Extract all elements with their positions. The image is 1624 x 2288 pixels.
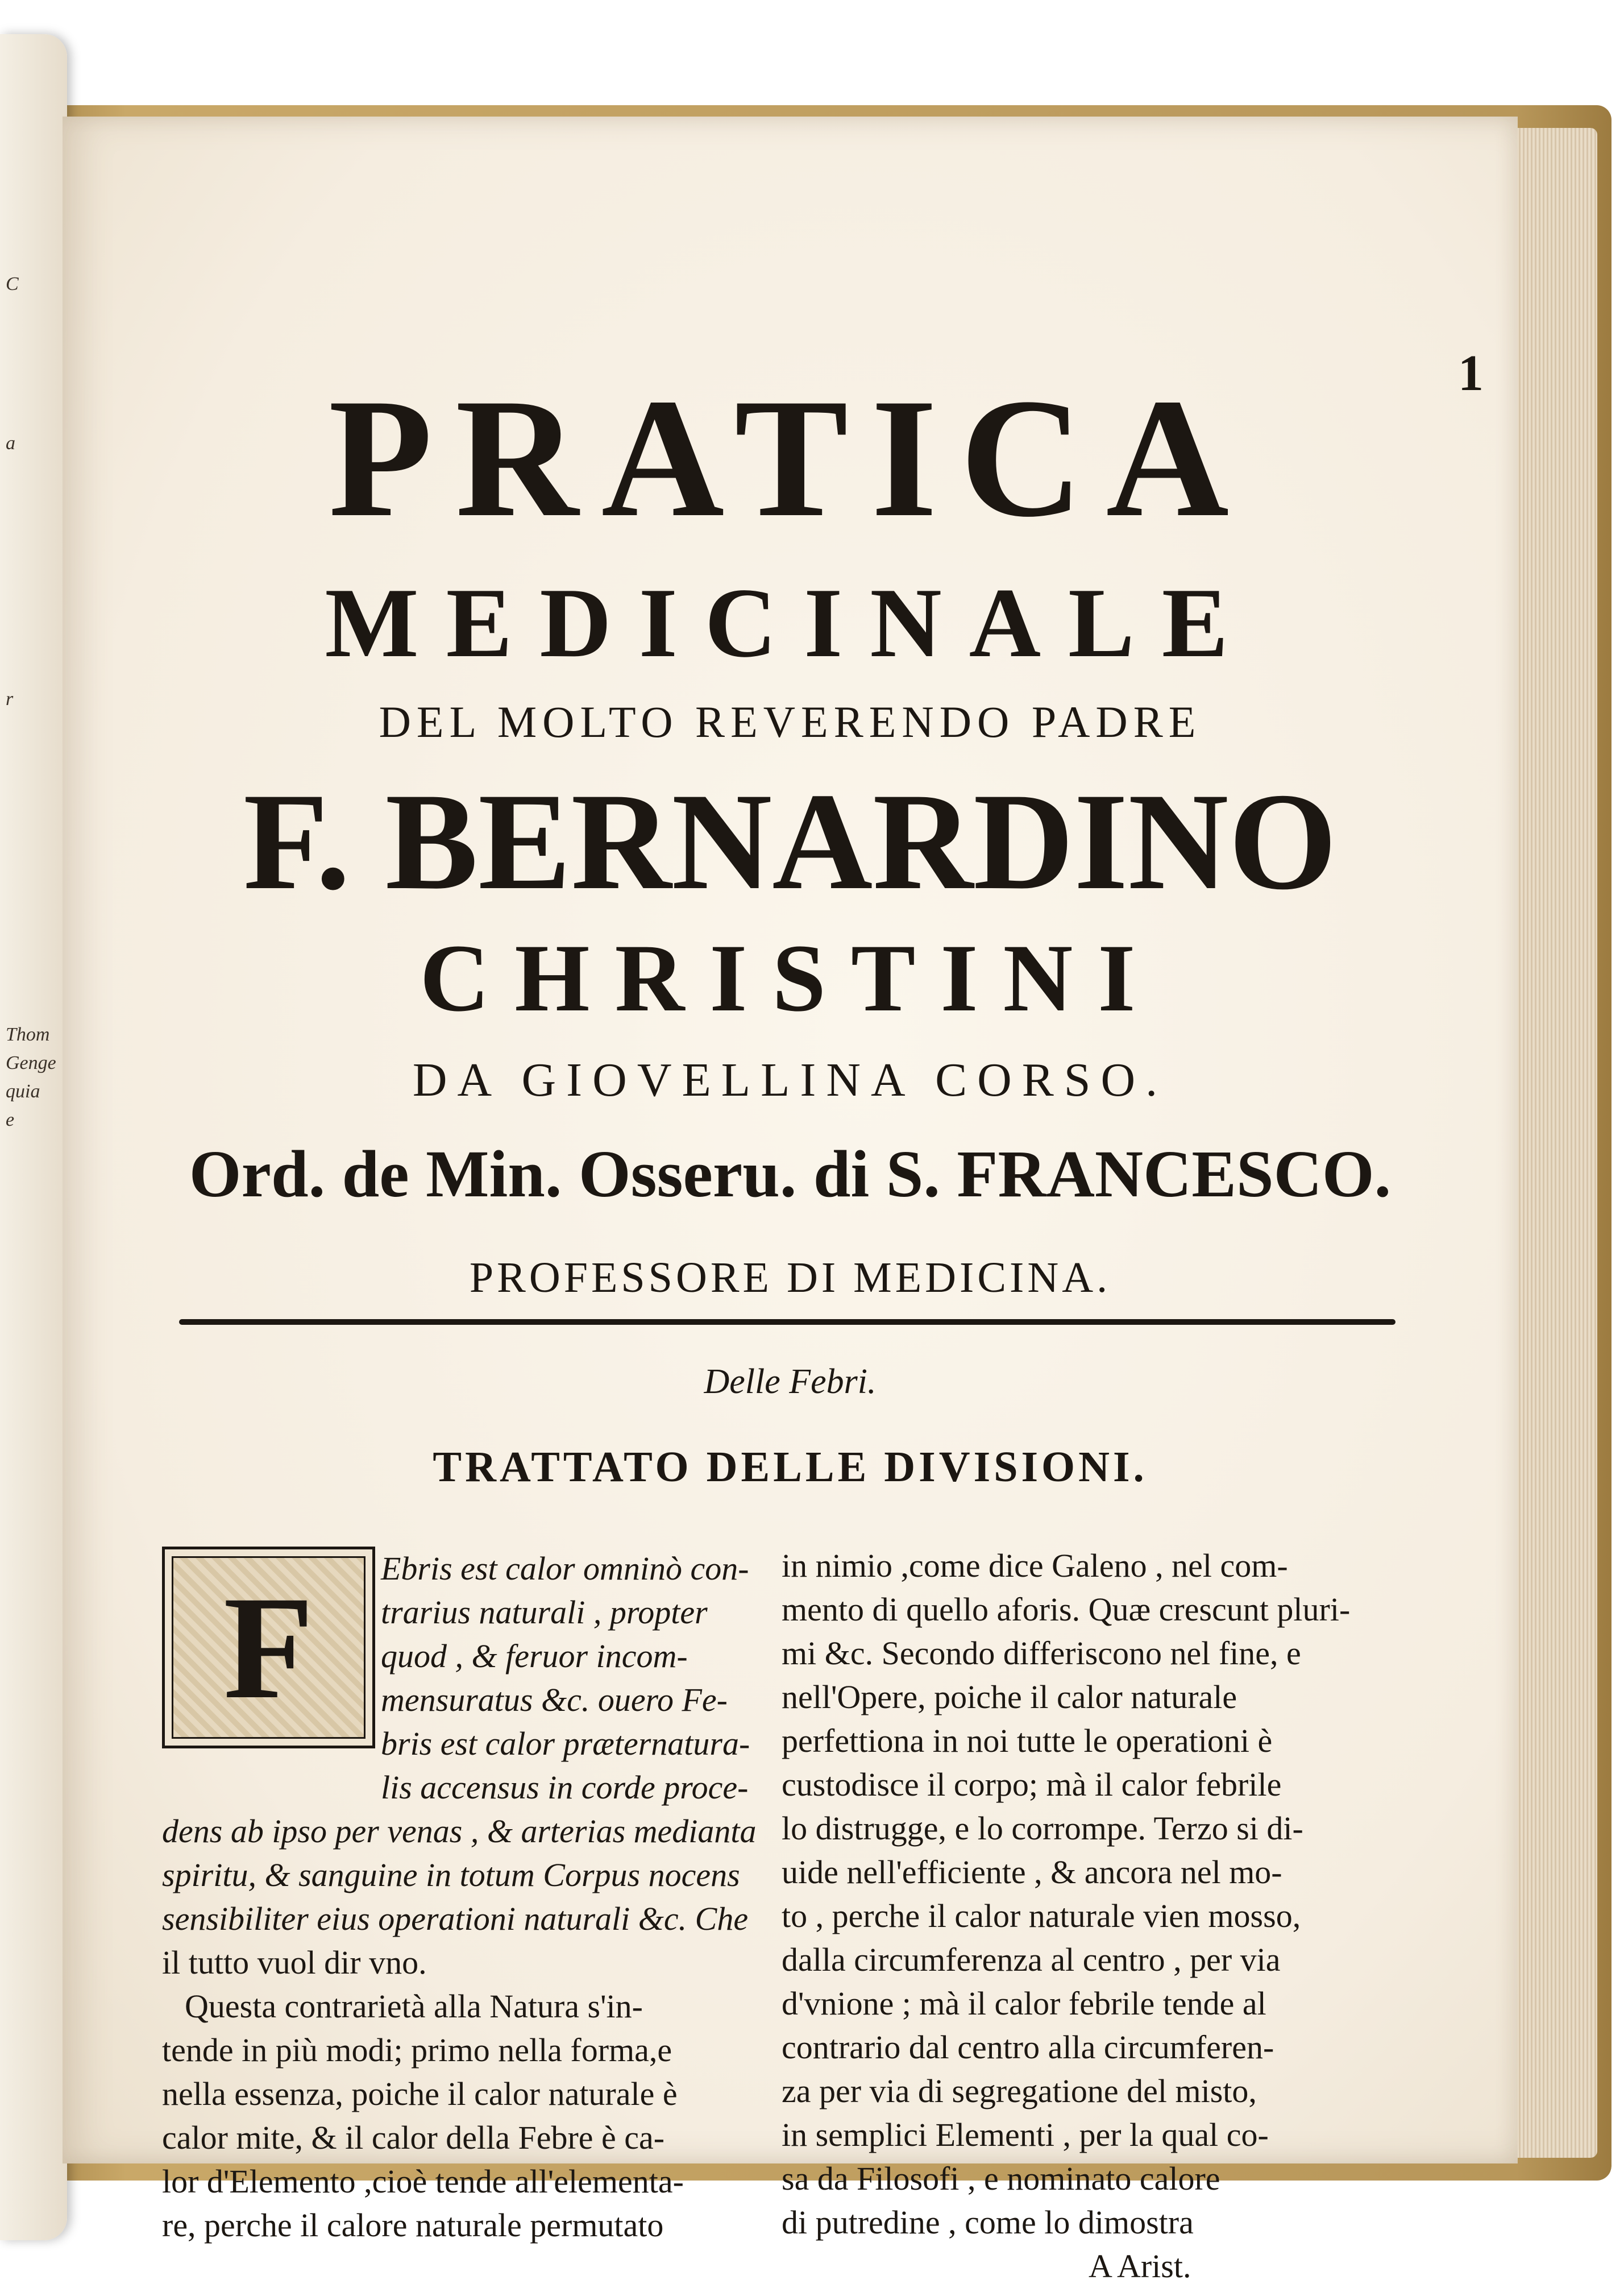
author-origin: DA GIOVELLINA CORSO. [412,1054,1168,1106]
author-first-name: F. BERNARDINO [243,764,1337,918]
main-title: PRATICA [328,363,1252,552]
author-prefix: DEL MOLTO REVERENDO PADRE [379,697,1202,747]
decorated-initial-letter: F [172,1556,365,1739]
text-line: d'vnione ; mà il calor febrile tende al [782,1985,1266,2022]
margin-mark: Genge [6,1052,56,1073]
signature-mark: 1 [1458,345,1484,401]
text-line: dalla circumferenza al centro , per via [782,1941,1281,1978]
text-line: Ebris est calor omninò con- [381,1550,749,1587]
text-line: nell'Opere, poiche il calor naturale [782,1678,1237,1715]
author-last-name: CHRISTINI [420,925,1161,1031]
text-line: in nimio ,come dice Galeno , nel com- [782,1547,1288,1584]
title-page [63,117,1518,2285]
margin-mark: quia [6,1081,40,1102]
margin-mark: Thom [6,1024,50,1045]
text-line: lo distrugge, e lo corrompe. Terzo si di- [782,1810,1303,1847]
text-line: sensibiliter eius operationi naturali &c. Che [162,1900,749,1937]
text-line: dens ab ipso per venas , & arterias medianta [162,1813,757,1850]
text-line: Questa contrarietà alla Natura s'in- [185,1988,643,2025]
margin-mark: e [6,1109,15,1130]
profession-line: PROFESSORE DI MEDICINA. [469,1254,1111,1301]
text-line: custodisce il corpo; mà il calor febrile [782,1766,1282,1803]
text-line: bris est calor præternatura- [381,1725,750,1762]
text-line: di putredine , come lo dimostra [782,2204,1194,2241]
religious-order: Ord. de Min. Osseru. di S. FRANCESCO. [189,1137,1392,1211]
text-line: spiritu, & sanguine in totum Corpus nocens [162,1856,740,1893]
left-page-edge [0,34,67,2240]
text-line: il tutto vuol dir vno. [162,1944,427,1981]
text-line: in semplici Elementi , per la qual co- [782,2116,1269,2153]
margin-mark: C [6,273,19,295]
text-line: nella essenza, poiche il calor naturale è [162,2075,678,2112]
text-line: tende in più modi; primo nella forma,e [162,2032,672,2069]
margin-mark: a [6,433,15,454]
text-line: to , perche il calor naturale vien mosso, [782,1897,1301,1934]
text-line: re, perche il calore naturale permutato [162,2207,664,2244]
treatise-title: TRATTATO DELLE DIVISIONI. [433,1443,1148,1491]
catchword-line: A Arist. [1089,2248,1191,2285]
text-line: za per via di segregatione del misto, [782,2073,1257,2109]
text-column-left [162,1547,782,2247]
text-line: lor d'Elemento ,cioè tende all'elementa- [162,2163,684,2200]
margin-mark: r [6,689,14,710]
text-line: mensuratus &c. ouero Fe- [381,1681,728,1718]
text-line: contrario dal centro alla circumferen- [782,2029,1274,2066]
subtitle: MEDICINALE [325,567,1256,678]
text-line: perfettiona in noi tutte le operationi è [782,1722,1273,1759]
text-line: calor mite, & il calor della Febre è ca- [162,2119,665,2156]
text-line: quod , & feruor incom- [381,1638,688,1674]
text-line: mento di quello aforis. Quæ crescunt pluri- [782,1591,1351,1628]
text-line: uide nell'efficiente , & ancora nel mo- [782,1854,1282,1891]
section-label: Delle Febri. [704,1362,877,1401]
text-column-right [782,1544,1432,2288]
horizontal-rule [179,1319,1395,1325]
text-line: mi &c. Secondo differiscono nel fine, e [782,1635,1301,1672]
text-line: trarius naturali , propter [381,1594,708,1631]
text-line: sa da Filosofi , e nominato calore [782,2160,1220,2197]
text-line: lis accensus in corde proce- [381,1769,749,1806]
